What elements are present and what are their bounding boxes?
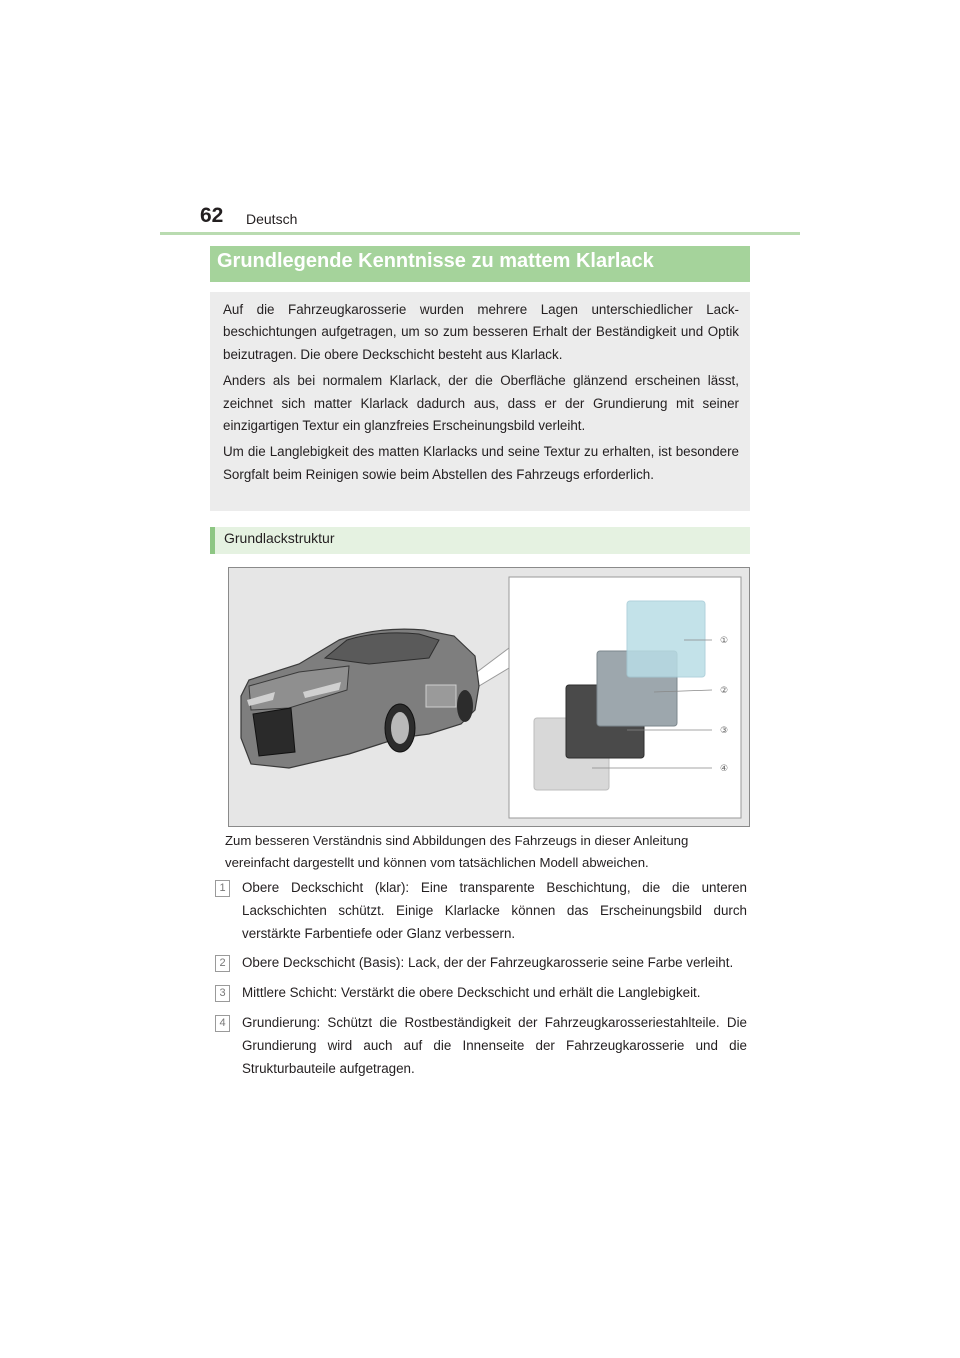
callout-2: ② bbox=[720, 686, 729, 696]
item-number: 3 bbox=[215, 985, 230, 1002]
callout-1: ① bbox=[720, 636, 729, 646]
layer-list bbox=[215, 877, 747, 1087]
figure-caption bbox=[225, 830, 747, 873]
item-text: Grundierung: Schützt die Rostbeständigkeit der Fahrzeugkarosseriestahlteile. Die Grundierung wird auch auf die Innenseite der Fahrzeugkarosserie und die Strukturbauteile aufgetragen. bbox=[242, 1014, 747, 1076]
paint-layer-illustration bbox=[228, 567, 750, 827]
subsection-title: Grundlackstruktur bbox=[210, 527, 750, 554]
section-title: Grundlegende Kenntnisse zu mattem Klarlack bbox=[210, 246, 750, 282]
item-text: Obere Deckschicht (Basis): Lack, der der Fahrzeugkarosserie seine Farbe verleiht. bbox=[242, 955, 734, 971]
intro-box bbox=[210, 292, 750, 511]
intro-paragraph: Anders als bei normalem Klarlack, der die Oberfläche glänzend erscheinen lässt, zeichnet sich matter Klarlack dadurch aus, dass er der Grundierung mit seiner einzigartigen Textur ein glanzfreies Erscheinungsbild verleiht. bbox=[223, 373, 739, 434]
car-illustration bbox=[241, 629, 479, 768]
list-item bbox=[215, 1012, 747, 1080]
caption-line: Zum besseren Verständnis sind Abbildungen des Fahrzeugs in dieser Anleitung bbox=[225, 833, 689, 848]
list-item bbox=[215, 877, 747, 945]
layer-1-clear bbox=[627, 601, 705, 677]
item-text: Mittlere Schicht: Verstärkt die obere Deckschicht und erhält die Langlebigkeit. bbox=[242, 985, 701, 1001]
list-item bbox=[215, 982, 747, 1005]
header-divider bbox=[160, 232, 800, 235]
item-number: 1 bbox=[215, 880, 230, 897]
item-text: Obere Deckschicht (klar): Eine transparente Beschichtung, die die unteren Lackschichten schützt. Einige Klarlacke können das Erscheinungsbild durch verstärkte Farbentiefe oder Glanz verbessern. bbox=[242, 880, 747, 941]
caption-line: vereinfacht dargestellt und können vom tatsächlichen Modell abweichen. bbox=[225, 854, 649, 870]
callout-3: ③ bbox=[720, 726, 729, 736]
intro-paragraph: Auf die Fahrzeugkarosserie wurden mehrere Lagen unterschiedlicher Lackbeschichtungen aufgetragen, um so zum besseren Erhalt der Beständigkeit und Optik beizutragen. Die obere Deckschicht besteht aus Klarlack. bbox=[223, 302, 739, 362]
callout-4: ④ bbox=[720, 764, 729, 774]
page-number: 62 bbox=[200, 204, 224, 227]
list-item bbox=[215, 952, 747, 975]
item-number: 2 bbox=[215, 955, 230, 972]
intro-paragraph: Um die Langlebigkeit des matten Klarlacks und seine Textur zu erhalten, ist besondere Sorgfalt beim Reinigen sowie beim Abstellen des Fahrzeugs erforderlich. bbox=[223, 444, 739, 482]
illustration-svg bbox=[229, 568, 749, 826]
item-number: 4 bbox=[215, 1015, 230, 1032]
section-label: Deutsch bbox=[246, 211, 298, 227]
